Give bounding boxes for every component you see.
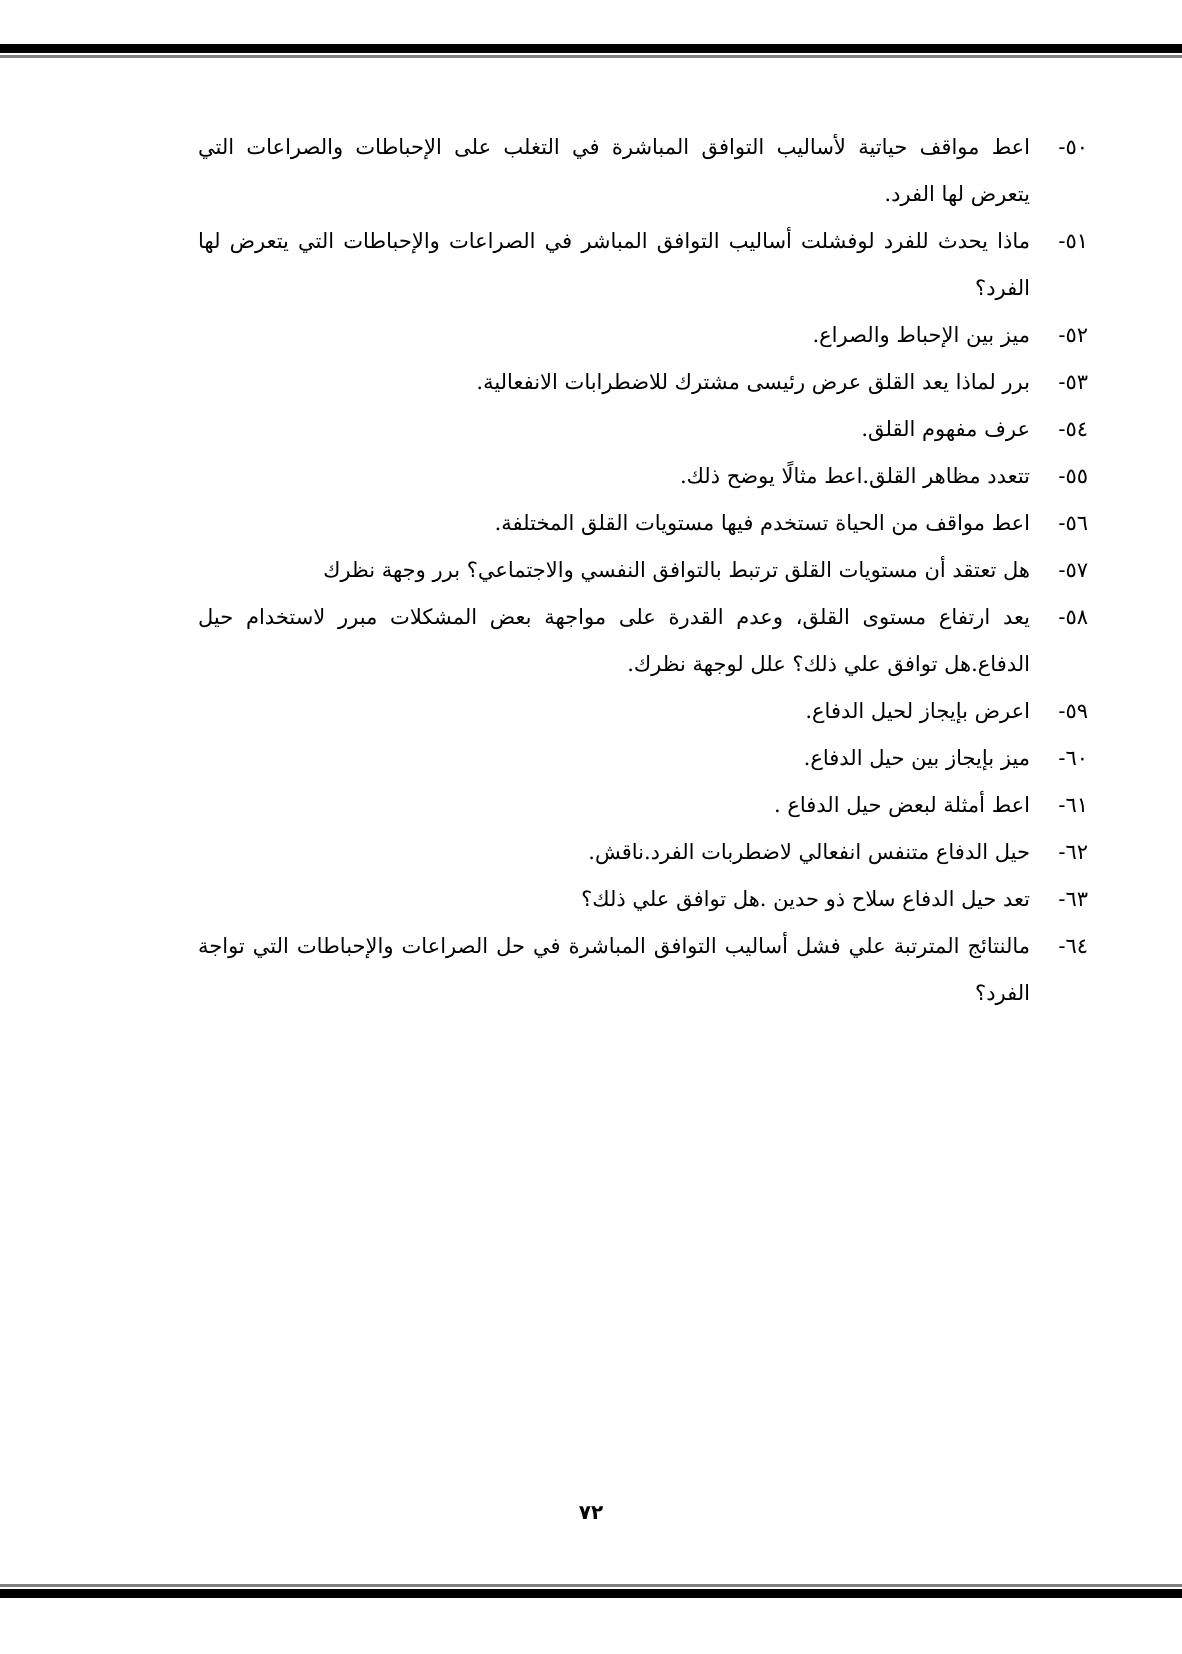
question-item [198,453,1088,500]
question-number: ٥٩- [1058,699,1088,723]
question-text: تعد حيل الدفاع سلاح ذو حدين .هل توافق علي ذلك؟ [581,887,1030,911]
question-text: تتعدد مظاهر القلق.اعط مثالًا يوضح ذلك. [679,464,1030,488]
question-text: ميز بين الإحباط والصراع. [812,323,1030,347]
header-rule [0,44,1182,60]
question-text: يعد ارتفاع مستوى القلق، وعدم القدرة على مواجهة بعض المشكلات مبرر لاستخدام حيل الدفاع.هل توافق علي ذلك؟ علل لوجهة نظرك. [198,605,1030,676]
question-number: ٦٠- [1058,746,1088,770]
question-text: اعرض بإيجاز لحيل الدفاع. [805,699,1030,723]
page-number: ٧٢ [578,1500,604,1524]
question-number: ٥٠- [1058,135,1088,159]
question-number: ٦١- [1058,793,1088,817]
question-item [198,124,1088,218]
question-item [198,500,1088,547]
question-text: هل تعتقد أن مستويات القلق ترتبط بالتوافق النفسي والاجتماعي؟ برر وجهة نظرك [323,558,1030,582]
question-item [198,312,1088,359]
question-number: ٥٥- [1058,464,1088,488]
footer-rule-thick [0,1589,1182,1598]
question-text: عرف مفهوم القلق. [861,417,1030,441]
question-text: برر لماذا يعد القلق عرض رئيسى مشترك للاضطرابات الانفعالية. [476,370,1030,394]
question-text: مالنتائج المترتبة علي فشل أساليب التوافق المباشرة في حل الصراعات والإحباطات التي تواجة الفرد؟ [198,934,1030,1005]
question-item [198,547,1088,594]
question-text: ميز بإيجاز بين حيل الدفاع. [803,746,1030,770]
question-text: اعط مواقف حياتية لأساليب التوافق المباشرة في التغلب على الإحباطات والصراعات التي يتعرض لها الفرد. [198,135,1030,206]
question-item [198,218,1088,312]
question-item [198,782,1088,829]
question-number: ٦٢- [1058,840,1088,864]
header-rule-thin [0,55,1182,58]
question-number: ٥٢- [1058,323,1088,347]
question-text: حيل الدفاع متنفس انفعالي لاضطربات الفرد.ناقش. [588,840,1030,864]
question-number: ٥٣- [1058,370,1088,394]
question-number: ٥٤- [1058,417,1088,441]
question-item [198,829,1088,876]
question-item [198,406,1088,453]
header-rule-thick [0,44,1182,53]
question-text: اعط أمثلة لبعض حيل الدفاع . [773,793,1030,817]
question-number: ٥٨- [1058,605,1088,629]
footer-rule-thin [0,1584,1182,1587]
question-item [198,735,1088,782]
question-number: ٥٦- [1058,511,1088,535]
question-list [198,124,1088,1017]
question-number: ٥٧- [1058,558,1088,582]
question-item [198,594,1088,688]
question-text: ماذا يحدث للفرد لوفشلت أساليب التوافق المباشر في الصراعات والإحباطات التي يتعرض لها الفرد؟ [198,229,1030,300]
question-item [198,359,1088,406]
footer-rule [0,1584,1182,1600]
question-text: اعط مواقف من الحياة تستخدم فيها مستويات القلق المختلفة. [494,511,1030,535]
question-number: ٦٤- [1058,934,1088,958]
question-item [198,688,1088,735]
question-number: ٥١- [1058,229,1088,253]
question-number: ٦٣- [1058,887,1088,911]
question-item [198,923,1088,1017]
question-item [198,876,1088,923]
